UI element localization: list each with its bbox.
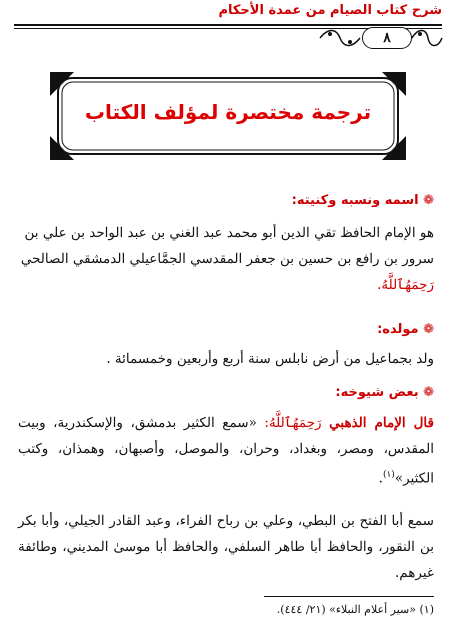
header-ornament-right-icon (410, 28, 444, 48)
header-ornament-left-icon (318, 28, 362, 48)
page-header (0, 0, 456, 48)
section-heading-name: ❁ اسمه ونسبه وكنيته: (291, 193, 434, 208)
name-paragraph (18, 220, 434, 298)
name-line-2: سرور بن رافع بن حسين بن جعفر المقدسي الجمَّاعيلي الدمشقي الصالحي (20, 251, 434, 267)
footnote-reference: (١) (382, 470, 395, 480)
teachers-quote-paragraph: قال الإمام الذهبي رَحِمَهُٱللَّهُ: «سمع الكثير بدمشق، والإسكندرية، وبيت المقدس، ومصر، وبغداد، وحران، والموصل، وأصبهان، وهمذان، وكتب الكثير»$^{(١)}$. (18, 415, 434, 487)
teachers-list-paragraph: سمع أبا الفتح بن البطي، وعلي بن رباح الفراء، وعبد القادر الجيلي، وأبا بكر بن النقور، والحافظ أبا طاهر السلفي، والحافظ أبا موسىٰ المديني، وطائفة غيرهم. (18, 513, 434, 581)
header-rule (14, 24, 442, 26)
name-line-1: هو الإمام الحافظ تقي الدين أبو محمد عبد الغني بن عبد الواحد بن علي بن (24, 225, 434, 241)
quote-honorific: رَحِمَهُٱللَّهُ: (264, 415, 322, 431)
book-title: شرح كتاب الصيام من عمدة الأحكام (218, 3, 442, 18)
page-title: ترجمة مختصرة لمؤلف الكتاب (84, 100, 372, 124)
footnote (277, 603, 434, 616)
quote-text: «سمع الكثير بدمشق، والإسكندرية، وبيت المقدس، ومصر، وبغداد، وحران، والموصل، وأصبهان، وهمذان، وكتب الكثير» (18, 415, 434, 487)
footnote-rule (264, 596, 434, 597)
page-number: ٨ (362, 27, 412, 49)
section-heading-teachers: ❁ بعض شيوخه: (335, 385, 434, 400)
footnote-number: (١) (419, 603, 434, 616)
name-honorific: رَحِمَهُٱللَّهُ. (377, 277, 434, 293)
section-heading-birth: ❁ مولده: (377, 322, 434, 337)
title-frame (44, 70, 412, 162)
birth-paragraph: ولد بجماعيل من أرض نابلس سنة أربع وأربعين وخمسمائة . (106, 351, 434, 367)
footnote-text: «سير أعلام النبلاء» (٢١/ ٤٤٤). (276, 603, 416, 616)
quote-intro: قال الإمام الذهبي (329, 415, 434, 431)
